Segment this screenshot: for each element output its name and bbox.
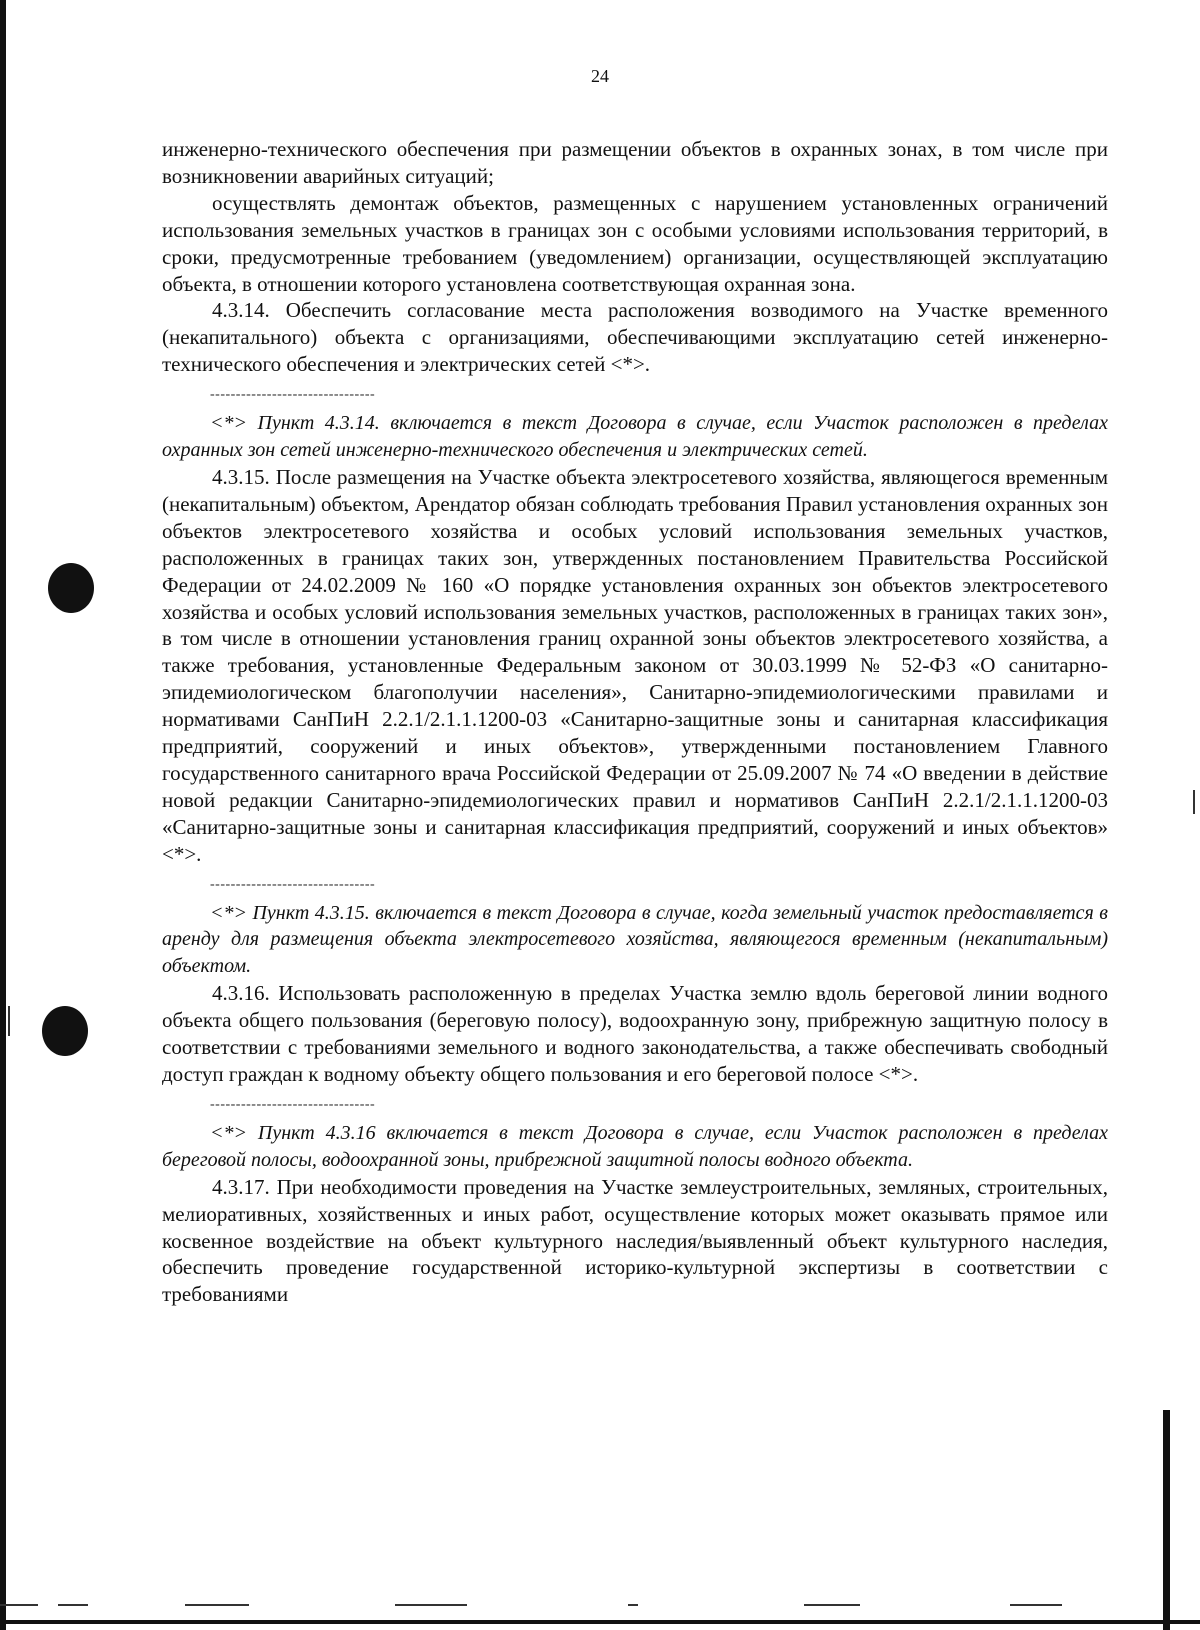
paragraph: осуществлять демонтаж объектов, размещенных с нарушением установленных ограничений использования земельных участков в границах зон с особыми условиями использования территорий, в сроки, предусмотренные требованием (уведомлением) организации, осуществляющей эксплуатацию объекта, в отношении которого установлена соответствующая охранная зона. (162, 190, 1108, 296)
scan-left-edge (0, 0, 6, 1630)
document-body (162, 136, 1108, 1308)
paragraph: инженерно-технического обеспечения при размещении объектов в охранных зонах, в том числе при возникновении аварийных ситуаций; (162, 137, 1108, 188)
punch-hole (48, 563, 94, 613)
footnote-separator: -------------------------------- (210, 876, 376, 892)
footnote: <*> Пункт 4.3.16 включается в текст Договора в случае, если Участок расположен в пределах береговой полосы, водоохранной зоны, прибрежной защитной полосы водного объекта. (162, 1121, 1108, 1171)
paragraph: 4.3.17. При необходимости проведения на Участке землеустроительных, земляных, строительных, мелиоративных, хозяйственных и иных работ, осуществление которых может оказывать прямое или косвенное воздействие на объект культурного наследия/выявленный объект культурного наследия, обеспечить проведение государственной историко-культурной экспертизы в соответствии с требованиями (162, 1174, 1108, 1307)
scan-bottom-edge (0, 1620, 1200, 1624)
scan-bottom-dashes (0, 1604, 1200, 1610)
paragraph: 4.3.16. Использовать расположенную в пределах Участка землю вдоль береговой линии водного объекта общего пользования (береговую полосу), водоохранную зону, прибрежную защитную полосу в соответствии с требованиями земельного и водного законодательства, а также обеспечивать свободный доступ граждан к водному объекту общего пользования и его береговой полосе <*>. (162, 981, 1108, 1086)
page-number: 24 (591, 66, 609, 86)
footnote: <*> Пункт 4.3.14. включается в текст Договора в случае, если Участок расположен в пределах охранных зон сетей инженерно-технического обеспечения и электрических сетей. (162, 412, 1108, 462)
scan-artifact-mark (1193, 790, 1195, 814)
paragraph: 4.3.14. Обеспечить согласование места расположения возводимого на Участке временного (некапитального) объекта с организациями, обеспечивающими эксплуатацию сетей инженерно-технического обеспечения и электрических сетей <*>. (162, 298, 1108, 377)
footnote-separator: -------------------------------- (210, 387, 376, 403)
scan-right-edge (1163, 1410, 1170, 1630)
paragraph: 4.3.15. После размещения на Участке объекта электросетевого хозяйства, являющегося временным (некапитальным) объектом, Арендатор обязан соблюдать требования Правил установления охранных зон объектов электросетевого хозяйства и особых условий использования земельных участков, расположенных в границах таких зон, утвержденных постановлением Правительства Российской Федерации от 24.02.2009 № 160 «О порядке установления охранных зон объектов электросетевого хозяйства и особых условий использования земельных участков, расположенных в границах таких зон», в том числе в отношении установления границ охранной зоны объектов электросетевого хозяйства, а также требования, установленные Федеральным законом от 30.03.1999 № 52-ФЗ «О санитарно-эпидемиологическом благополучии населения», Санитарно-эпидемиологическими правилами и нормативами СанПиН 2.2.1/2.1.1.1200-03 «Санитарно-защитные зоны и санитарная классификация предприятий, сооружений и иных объектов», утвержденными постановлением Главного государственного санитарного врача Российской Федерации от 25.09.2007 № 74 «О введении в действие новой редакции Санитарно-эпидемиологических правил и нормативов СанПиН 2.2.1/2.1.1.1200-03 «Санитарно-защитные зоны и санитарная классификация предприятий, сооружений и иных объектов» <*>. (162, 464, 1108, 866)
scan-artifact-mark (8, 1006, 10, 1036)
footnote: <*> Пункт 4.3.15. включается в текст Договора в случае, когда земельный участок предоставляется в аренду для размещения объекта электросетевого хозяйства, являющегося временным (некапитальным) объектом. (162, 901, 1108, 978)
punch-hole (42, 1006, 88, 1056)
footnote-separator: -------------------------------- (210, 1096, 376, 1112)
